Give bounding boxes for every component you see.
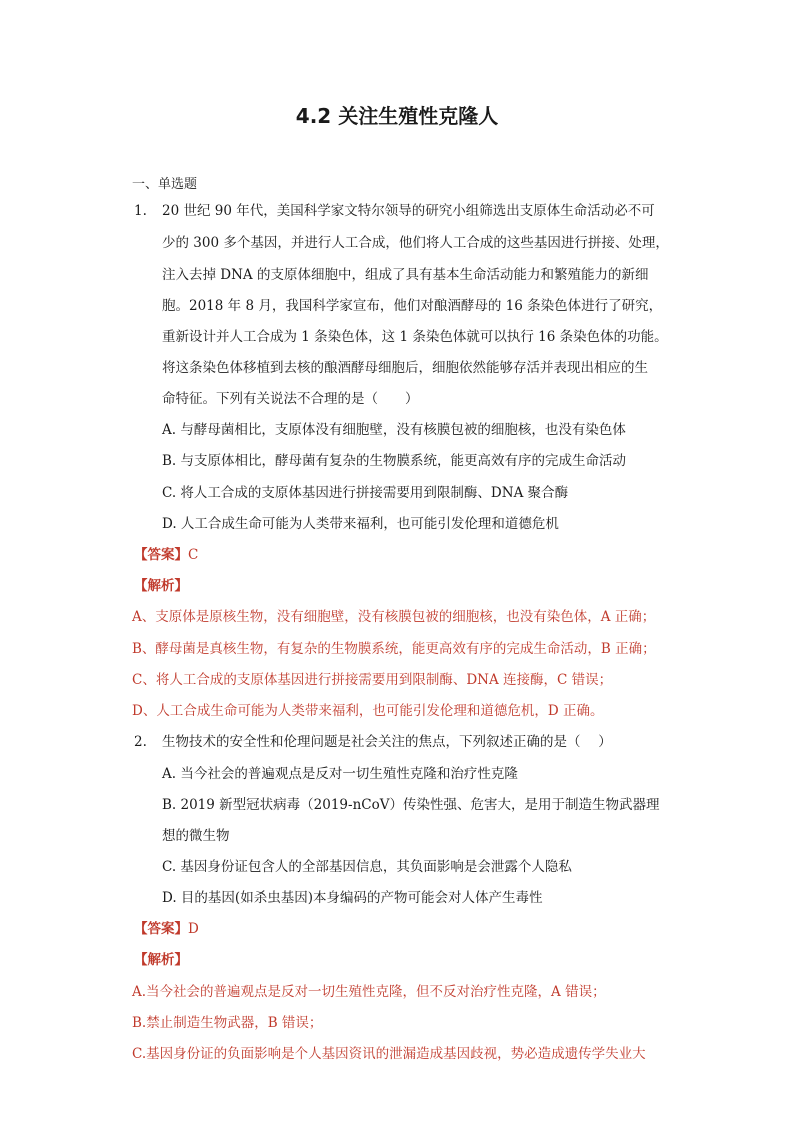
question-line: 注入去掉 DNA 的支原体细胞中，组成了具有基本生命活动能力和繁殖能力的新细 [162,267,649,283]
question-number: 2. [134,734,147,750]
analysis-label: 【解析】 [134,578,188,594]
option-b: B. 与支原体相比，酵母菌有复杂的生物膜系统，能更高效有序的完成生命活动 [162,453,627,469]
option-c: C. 基因身份证包含人的全部基因信息，其负面影响是会泄露个人隐私 [162,859,572,875]
option-a: A. 与酵母菌相比，支原体没有细胞壁，没有核膜包被的细胞核，也没有染色体 [162,422,626,438]
section-heading: 一、单选题 [132,177,198,192]
option-b: B. 2019 新型冠状病毒（2019-nCoV）传染性强、危害大，是用于制造生物武器理 [162,797,660,813]
analysis-line: C.基因身份证的负面影响是个人基因资讯的泄漏造成基因歧视，势必造成遗传学失业大 [132,1046,646,1062]
answer-value: D [188,921,199,937]
analysis-line: B、酵母菌是真核生物，有复杂的生物膜系统，能更高效有序的完成生命活动，B 正确； [132,641,656,657]
answer-label: 【答案】 [134,921,188,937]
question-line: 胞。2018 年 8 月，我国科学家宣布，他们对酿酒酵母的 16 条染色体进行了研究， [162,298,663,314]
answer-label: 【答案】 [134,547,188,563]
answer-line [134,920,199,938]
option-c: C. 将人工合成的支原体基因进行拼接需要用到限制酶、DNA 聚合酶 [162,485,569,501]
option-b-continued: 想的微生物 [162,828,230,844]
analysis-label: 【解析】 [134,952,188,968]
question-number: 1. [134,203,147,219]
option-a: A. 当今社会的普遍观点是反对一切生殖性克隆和治疗性克隆 [162,766,518,782]
page-title: 4.2 关注生殖性克隆人 [295,104,499,128]
analysis-line: B.禁止制造生物武器，B 错误； [132,1015,323,1031]
analysis-line: A、支原体是原核生物，没有细胞壁，没有核膜包被的细胞核，也没有染色体，A 正确； [132,609,656,625]
answer-line [134,546,198,564]
question-line: 20 世纪 90 年代，美国科学家文特尔领导的研究小组筛选出支原体生命活动必不可 [162,203,655,219]
option-d: D. 目的基因(如杀虫基因)本身编码的产物可能会对人体产生毒性 [162,890,543,906]
question-line: 生物技术的安全性和伦理问题是社会关注的焦点，下列叙述正确的是（ ） [162,734,612,750]
question-line: 命特征。下列有关说法不合理的是（ ） [162,391,419,407]
question-line: 将这条染色体移植到去核的酿酒酵母细胞后，细胞依然能够存活并表现出相应的生 [162,360,648,376]
analysis-line: D、人工合成生命可能为人类带来福利，也可能引发伦理和道德危机，D 正确。 [132,703,604,719]
question-line: 少的 300 多个基因，并进行人工合成，他们将人工合成的这些基因进行拼接、处理， [162,235,669,251]
analysis-line: A.当今社会的普遍观点是反对一切生殖性克隆，但不反对治疗性克隆，A 错误； [132,984,606,1000]
option-d: D. 人工合成生命可能为人类带来福利，也可能引发伦理和道德危机 [162,516,559,532]
analysis-line: C、将人工合成的支原体基因进行拼接需要用到限制酶、DNA 连接酶，C 错误； [132,672,613,688]
answer-value: C [188,547,199,563]
question-line: 重新设计并人工合成为 1 条染色体，这 1 条染色体就可以执行 16 条染色体的功能。 [162,329,668,345]
